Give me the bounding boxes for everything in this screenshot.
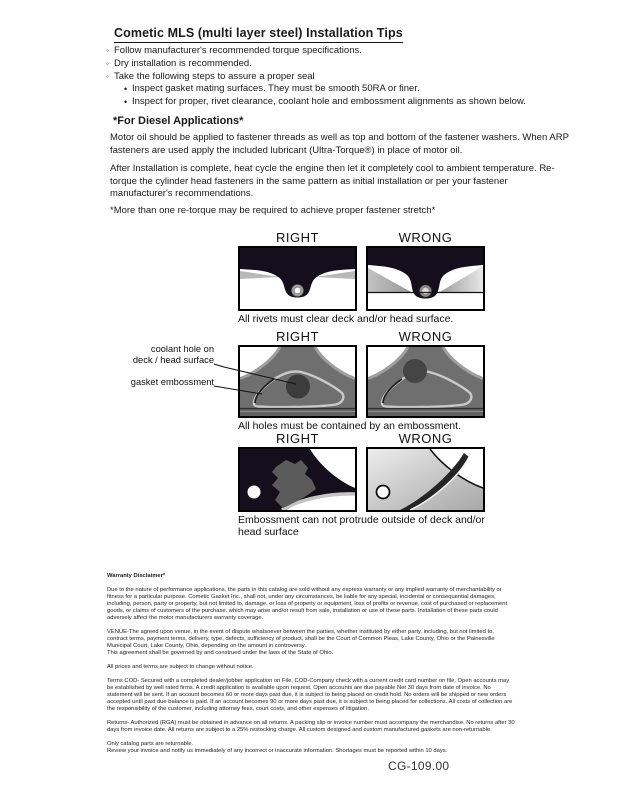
diagram-caption: All rivets must clear deck and/or head surface.	[238, 313, 454, 325]
disclaimer-paragraph: All prices and terms are subject to change without notice.	[107, 664, 254, 670]
diesel-paragraph-1: Motor oil should be applied to fastener threads as well as top and bottom of the fastener washers. When ARP fasteners are used apply the included lubricant (Ultra-Torque®) in place of motor oil.	[110, 132, 569, 156]
disclaimer-paragraph: VENUE-The agreed upon venue, in the event of dispute whatsoever between the parties, whether instituted by either party, including, but not limited to, contract terms, payment terms, delivery, type, defects, sufficiency of product, shall be the Court of Common Pleas, Lake County, Ohio or the Painesville Municipal Court, Lake County, Ohio, depending on the amount in controversy.	[107, 629, 495, 649]
disclaimer-paragraph: Due to the nature of performance applications, the parts in this catalog are sold without any express warranty or any implied warranty of merchantability or fitness for a particular purpose. Cometic Gasket Inc., shall not, under any circumstances, be liable for any special, incidental or consequential damages, including, person, party or property, but not limited to, damage, or loss of property or equipment, loss of profits or revenue, cost of purchased or replacement goods, or claims of customers of the purchase, which may arise and/or result from sale, installation or use of these parts. Installation of these parts could adversely affect the motor manufacturers warranty coverage.	[107, 587, 508, 621]
diagram-caption: All holes must be contained by an embossment.	[238, 420, 461, 432]
disclaimer-paragraph: Terms COD- Secured with a completed dealer/jobber application on File, COD-Company check with a current credit card number on file. Open accounts may be established by well rated firms. A credit application is available upon request. Open accounts are due payable Net 30 days from date of invoice. No statement will be sent. If an account becomes 60 or more days past due, it is subject to being placed on credit hold. No orders will be shipped or new orders accepted until past due balance is paid. If an account becomes 90 or more days past due, it is subject to being placed for collections. All costs of collection are the responsibility of the customer, including attorney fees, court costs, and other expenses of litigation.	[107, 678, 513, 712]
warranty-disclaimer	[107, 573, 515, 762]
list-item	[106, 57, 586, 70]
coolant-hole-label-line1: coolant hole on	[150, 344, 214, 354]
disclaimer-heading: Warranty Disclaimer*	[107, 573, 166, 579]
diagram-set-embossment-protrusion	[238, 431, 486, 538]
wrong-label: WRONG	[398, 230, 453, 245]
catalog-page-code: CG-109.00	[388, 759, 450, 773]
bullet-dot-icon: •	[124, 96, 128, 107]
diesel-paragraph-2: After Installation is complete, heat cycle the engine then let it completely cool to ambient temperature. Re-torque the cylinder head fasteners in the same pattern as initial installation or per your fastener manufacturer's recommendations.	[110, 163, 555, 199]
disclaimer-paragraph: This agreement shall be governed by and construed under the laws of the State of Ohio.	[107, 650, 334, 656]
rivet-right-panel-illustration	[238, 246, 357, 311]
list-item-text: Dry installation is recommended.	[114, 58, 252, 69]
page-title: Cometic MLS (multi layer steel) Installation Tips	[114, 26, 403, 43]
rivet-wrong-panel-illustration	[366, 246, 485, 311]
disclaimer-paragraph: Only catalog parts are returnable.	[107, 741, 194, 747]
gasket-embossment-label: gasket embossment	[130, 377, 214, 387]
right-label: RIGHT	[276, 230, 319, 245]
list-item	[106, 44, 586, 57]
right-label: RIGHT	[276, 329, 319, 344]
embossment-right-panel-illustration	[238, 345, 357, 418]
right-label: RIGHT	[276, 431, 319, 446]
wrong-label: WRONG	[398, 329, 453, 344]
wrong-label: WRONG	[398, 431, 453, 446]
installation-tips-list	[106, 44, 586, 108]
disclaimer-paragraph: Returns- Authorized (RGA) must be obtained in advance on all returns. A packing slip or invoice number must accompany the merchandise. No returns after 30 days from invoice date. All returns are subject to a 25% restocking charge. All custom designed and custom manufactured gaskets are non-returnable.	[107, 720, 515, 733]
protrusion-right-panel-illustration	[238, 447, 357, 512]
list-item-text: Inspect for proper, rivet clearance, coolant hole and embossment alignments as shown below.	[132, 95, 526, 107]
sub-list-item	[124, 96, 586, 109]
list-item	[106, 70, 586, 83]
bullet-circle-icon: ◦	[106, 59, 109, 68]
bullet-circle-icon: ◦	[106, 46, 109, 55]
sub-list-item	[124, 83, 586, 96]
list-item-text: Follow manufacturer's recommended torque specifications.	[114, 45, 362, 56]
list-item-text: Take the following steps to assure a proper seal	[114, 71, 315, 82]
disclaimer-paragraph: Review your invoice and notify us immediately of any incorrect or inaccurate information. Shortages must be reported within 10 days.	[107, 748, 448, 754]
coolant-hole-label	[92, 344, 214, 365]
embossment-wrong-panel-illustration	[366, 345, 485, 418]
diagram-set-hole-embossment	[238, 329, 486, 433]
list-item-text: Inspect gasket mating surfaces. They must be smooth 50RA or finer.	[132, 83, 420, 94]
bullet-dot-icon: •	[124, 84, 128, 94]
diagram-set-rivet-clearance	[238, 230, 486, 326]
protrusion-wrong-panel-illustration	[366, 447, 485, 512]
coolant-hole-label-line2: deck / head surface	[132, 354, 214, 365]
diagram-caption: Embossment can not protrude outside of deck and/or head surface	[238, 514, 485, 538]
diesel-paragraph-3: *More than one re-torque may be required to achieve proper fastener stretch*	[110, 205, 436, 216]
bullet-circle-icon: ◦	[106, 72, 109, 81]
diesel-section-heading: *For Diesel Applications*	[113, 115, 244, 127]
